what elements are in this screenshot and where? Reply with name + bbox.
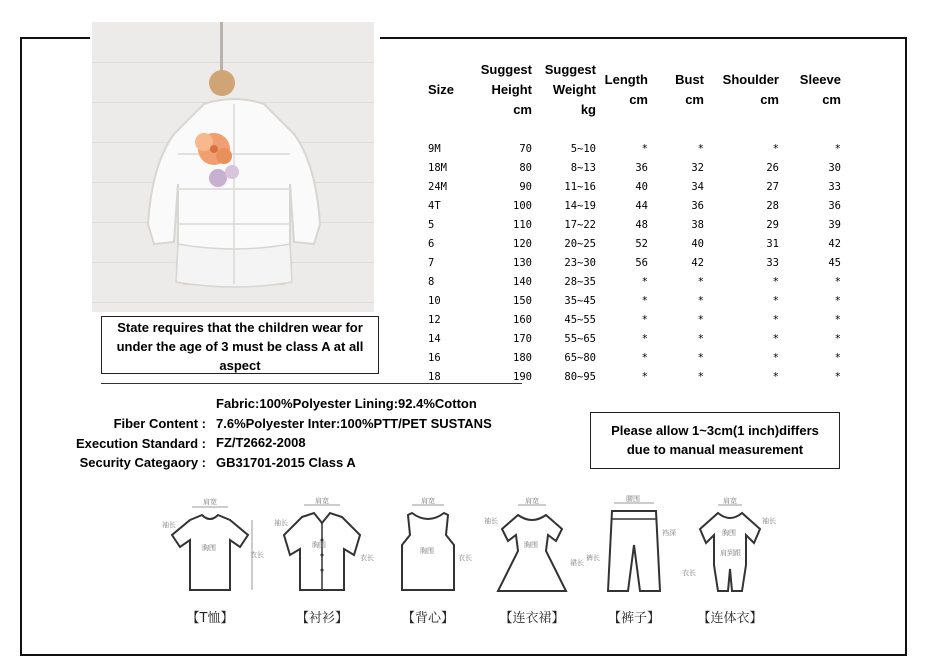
cell-size: 7 [428, 256, 435, 269]
execution-value: FZ/T2662-2008 [216, 435, 306, 450]
table-row [420, 253, 841, 272]
cell-bust: 34 [691, 180, 704, 193]
garment-label: 【背心】 [401, 611, 454, 626]
cell-size: 12 [428, 313, 441, 326]
cell-height: 140 [513, 275, 532, 288]
cell-length: * [641, 332, 648, 345]
cell-weight: 17~22 [564, 218, 596, 231]
garment-vest [378, 495, 478, 635]
dress-icon [482, 495, 582, 605]
cell-size: 4T [428, 199, 441, 212]
note-line: State requires that the children wear for [117, 320, 363, 335]
age-requirement-note [101, 316, 379, 374]
cell-length: * [641, 294, 648, 307]
header-length: Length cm [604, 72, 648, 107]
cell-sleeve: 30 [828, 161, 841, 174]
vest-icon [378, 495, 478, 605]
table-row [420, 272, 841, 291]
garment-pants [584, 495, 684, 635]
cell-sleeve: * [834, 142, 841, 155]
cell-height: 170 [513, 332, 532, 345]
cell-weight: 5~10 [570, 142, 596, 155]
mark-label: 袖长 [162, 521, 176, 529]
cell-height: 180 [513, 351, 532, 364]
mark-label: 肩宽 [723, 497, 737, 505]
cell-shoulder: 29 [766, 218, 779, 231]
mark-label: 肩宽 [421, 497, 435, 505]
cell-shoulder: 33 [766, 256, 779, 269]
cell-height: 100 [513, 199, 532, 212]
pants-icon [584, 495, 684, 605]
mark-label: 肩宽 [315, 497, 329, 505]
garment-label: 【衬衫】 [295, 611, 348, 626]
note-line: aspect [219, 358, 261, 373]
garment-label: 【裤子】 [607, 611, 660, 626]
cell-size: 10 [428, 294, 441, 307]
cell-shoulder: 26 [766, 161, 779, 174]
cell-height: 120 [513, 237, 532, 250]
security-label: Security Categaory : [79, 455, 206, 470]
mark-label: 裤长 [586, 554, 600, 562]
garment-label: 【T恤】 [186, 611, 234, 626]
mark-label: 胸围 [202, 544, 216, 552]
table-row [420, 139, 841, 158]
cell-length: 44 [635, 199, 648, 212]
cell-length: * [641, 370, 648, 383]
table-row [420, 196, 841, 215]
cell-weight: 8~13 [570, 161, 596, 174]
table-header-row [420, 60, 841, 120]
cell-shoulder: * [772, 370, 779, 383]
cell-size: 6 [428, 237, 435, 250]
cell-size: 8 [428, 275, 435, 288]
cell-length: * [641, 313, 648, 326]
cell-height: 190 [513, 370, 532, 383]
cell-length: 36 [635, 161, 648, 174]
cell-weight: 11~16 [564, 180, 596, 193]
fiber-value: 7.6%Polyester Inter:100%PTT/PET SUSTANS [216, 415, 492, 431]
cell-length: * [641, 275, 648, 288]
cell-shoulder: * [772, 275, 779, 288]
note-line: under the age of 3 must be class A at all [116, 339, 364, 354]
mark-label: 肩宽 [525, 497, 539, 505]
header-size: Size [428, 82, 455, 97]
cell-height: 90 [519, 180, 532, 193]
mark-label: 腰围 [626, 495, 640, 503]
cell-weight: 20~25 [564, 237, 596, 250]
cell-length: 40 [635, 180, 648, 193]
execution-label: Execution Standard : [75, 435, 206, 451]
mark-label: 裙长 [570, 559, 584, 567]
measurement-note [590, 412, 840, 469]
table-row [420, 310, 841, 329]
jacket-image [144, 94, 324, 294]
spec-values [216, 394, 536, 472]
cell-weight: 35~45 [564, 294, 596, 307]
mark-label: 胸围 [722, 529, 736, 537]
cell-length: * [641, 142, 648, 155]
cell-bust: * [697, 351, 704, 364]
cell-sleeve: * [834, 294, 841, 307]
allow-line: due to manual measurement [626, 442, 804, 457]
mark-label: 裆深 [662, 529, 676, 537]
header-height: Suggest Height cm [480, 62, 532, 117]
table-row [420, 158, 841, 177]
cell-weight: 23~30 [564, 256, 596, 269]
garment-label: 【连衣裙】 [499, 611, 565, 626]
cell-bust: * [697, 294, 704, 307]
cell-sleeve: 36 [828, 199, 841, 212]
garment-dress [482, 495, 582, 635]
cell-bust: 38 [691, 218, 704, 231]
cell-size: 18 [428, 370, 441, 383]
cell-weight: 55~65 [564, 332, 596, 345]
table-row [420, 234, 841, 253]
cell-weight: 80~95 [564, 370, 596, 383]
mark-label: 袖长 [274, 519, 288, 527]
table-row [420, 348, 841, 367]
cell-weight: 28~35 [564, 275, 596, 288]
cell-length: 48 [635, 218, 648, 231]
cell-shoulder: * [772, 313, 779, 326]
table-row [420, 215, 841, 234]
cell-sleeve: * [834, 275, 841, 288]
cell-size: 18M [428, 161, 447, 174]
cell-length: 52 [635, 237, 648, 250]
product-photo [92, 22, 374, 312]
cell-height: 80 [519, 161, 532, 174]
cell-bust: 32 [691, 161, 704, 174]
mark-label: 衣长 [458, 554, 472, 562]
size-table [420, 60, 841, 386]
cell-bust: * [697, 313, 704, 326]
cell-weight: 45~55 [564, 313, 596, 326]
cell-size: 5 [428, 218, 435, 231]
cell-height: 150 [513, 294, 532, 307]
header-sleeve: Sleeve cm [799, 72, 841, 107]
cell-sleeve: * [834, 332, 841, 345]
cell-size: 9M [428, 142, 441, 155]
mark-label: 衣长 [250, 551, 264, 559]
hanger-knob [209, 70, 235, 96]
fabric-line: Fabric:100%Polyester Lining:92.4%Cotton [216, 396, 477, 411]
cell-shoulder: 31 [766, 237, 779, 250]
cell-shoulder: * [772, 294, 779, 307]
table-row [420, 177, 841, 196]
size-chart [420, 60, 850, 386]
garment-shirt [272, 495, 372, 635]
header-bust: Bust cm [675, 72, 704, 107]
cell-sleeve: 39 [828, 218, 841, 231]
cell-sleeve: 42 [828, 237, 841, 250]
romper-icon [680, 495, 780, 605]
mark-label: 衣长 [360, 554, 374, 562]
cell-bust: 40 [691, 237, 704, 250]
mark-label: 肩宽 [203, 498, 217, 506]
section-divider [101, 383, 522, 384]
header-weight: Suggest Weight kg [544, 62, 596, 117]
cell-height: 110 [513, 218, 532, 231]
cell-sleeve: * [834, 370, 841, 383]
mark-label: 袖长 [484, 517, 498, 525]
table-row [420, 329, 841, 348]
mark-label: 胸围 [420, 547, 434, 555]
header-shoulder: Shoulder cm [722, 72, 779, 107]
cell-shoulder: * [772, 351, 779, 364]
cell-length: * [641, 351, 648, 364]
cell-shoulder: * [772, 142, 779, 155]
cell-sleeve: * [834, 313, 841, 326]
measurement-guide [160, 495, 780, 635]
cell-shoulder: 28 [766, 199, 779, 212]
garment-tshirt [160, 495, 264, 635]
cell-bust: 36 [691, 199, 704, 212]
security-value: GB31701-2015 Class A [216, 454, 356, 470]
mark-label: 肩到跟 [720, 549, 741, 557]
garment-romper [680, 495, 780, 635]
shirt-icon [272, 495, 372, 605]
fiber-label: Fiber Content : [113, 416, 206, 431]
spec-labels [40, 414, 206, 473]
cell-bust: * [697, 332, 704, 345]
tshirt-icon [160, 495, 264, 605]
cell-sleeve: 45 [828, 256, 841, 269]
cell-shoulder: 27 [766, 180, 779, 193]
allow-line: Please allow 1~3cm(1 inch)differs [611, 423, 819, 438]
mark-label: 胸围 [312, 541, 326, 549]
cell-size: 24M [428, 180, 447, 193]
cell-height: 70 [519, 142, 532, 155]
cell-sleeve: * [834, 351, 841, 364]
mark-label: 袖长 [762, 517, 776, 525]
mark-label: 衣长 [682, 569, 696, 577]
cell-bust: * [697, 370, 704, 383]
cell-bust: * [697, 142, 704, 155]
cell-height: 160 [513, 313, 532, 326]
cell-bust: 42 [691, 256, 704, 269]
cell-height: 130 [513, 256, 532, 269]
cell-length: 56 [635, 256, 648, 269]
garment-label: 【连体衣】 [697, 611, 763, 626]
cell-size: 14 [428, 332, 441, 345]
cell-sleeve: 33 [828, 180, 841, 193]
mark-label: 胸围 [524, 541, 538, 549]
cell-size: 16 [428, 351, 441, 364]
table-row [420, 291, 841, 310]
cell-weight: 65~80 [564, 351, 596, 364]
cell-weight: 14~19 [564, 199, 596, 212]
cell-shoulder: * [772, 332, 779, 345]
cell-bust: * [697, 275, 704, 288]
